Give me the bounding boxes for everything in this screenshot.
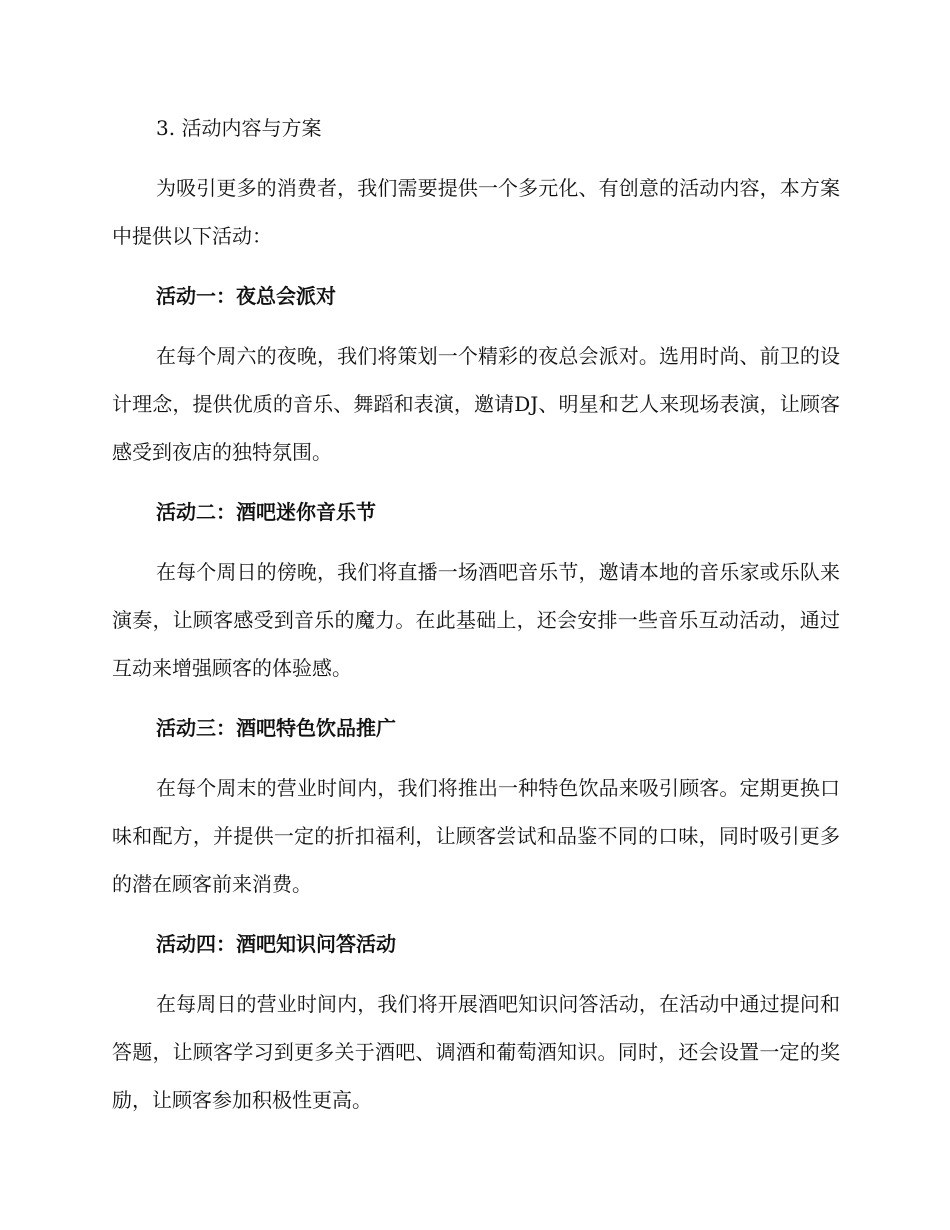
intro-paragraph: 为吸引更多的消费者，我们需要提供一个多元化、有创意的活动内容，本方案中提供以下活动： xyxy=(112,176,840,248)
activity-4-title: 活动四：酒吧知识问答活动 xyxy=(156,932,396,956)
activity-3-body: 在每个周末的营业时间内，我们将推出一种特色饮品来吸引顾客。定期更换口味和配方，并提供一定的折扣福利，让顾客尝试和品鉴不同的口味，同时吸引更多的潜在顾客前来消费。 xyxy=(112,776,840,896)
activity-3-title: 活动三：酒吧特色饮品推广 xyxy=(156,716,396,740)
activity-1-title: 活动一：夜总会派对 xyxy=(156,284,336,308)
activity-2-body: 在每个周日的傍晚，我们将直播一场酒吧音乐节，邀请本地的音乐家或乐队来演奏，让顾客感受到音乐的魔力。在此基础上，还会安排一些音乐互动活动，通过互动来增强顾客的体验感。 xyxy=(112,560,840,680)
activity-4-body: 在每周日的营业时间内，我们将开展酒吧知识问答活动，在活动中通过提问和答题，让顾客学习到更多关于酒吧、调酒和葡萄酒知识。同时，还会设置一定的奖励，让顾客参加积极性更高。 xyxy=(112,992,840,1112)
document-content xyxy=(112,108,840,1140)
section-heading: 3. 活动内容与方案 xyxy=(156,116,322,140)
activity-1-body: 在每个周六的夜晚，我们将策划一个精彩的夜总会派对。选用时尚、前卫的设计理念，提供优质的音乐、舞蹈和表演，邀请DJ、明星和艺人来现场表演，让顾客感受到夜店的独特氛围。 xyxy=(112,344,840,464)
activity-2-title: 活动二：酒吧迷你音乐节 xyxy=(156,500,376,524)
